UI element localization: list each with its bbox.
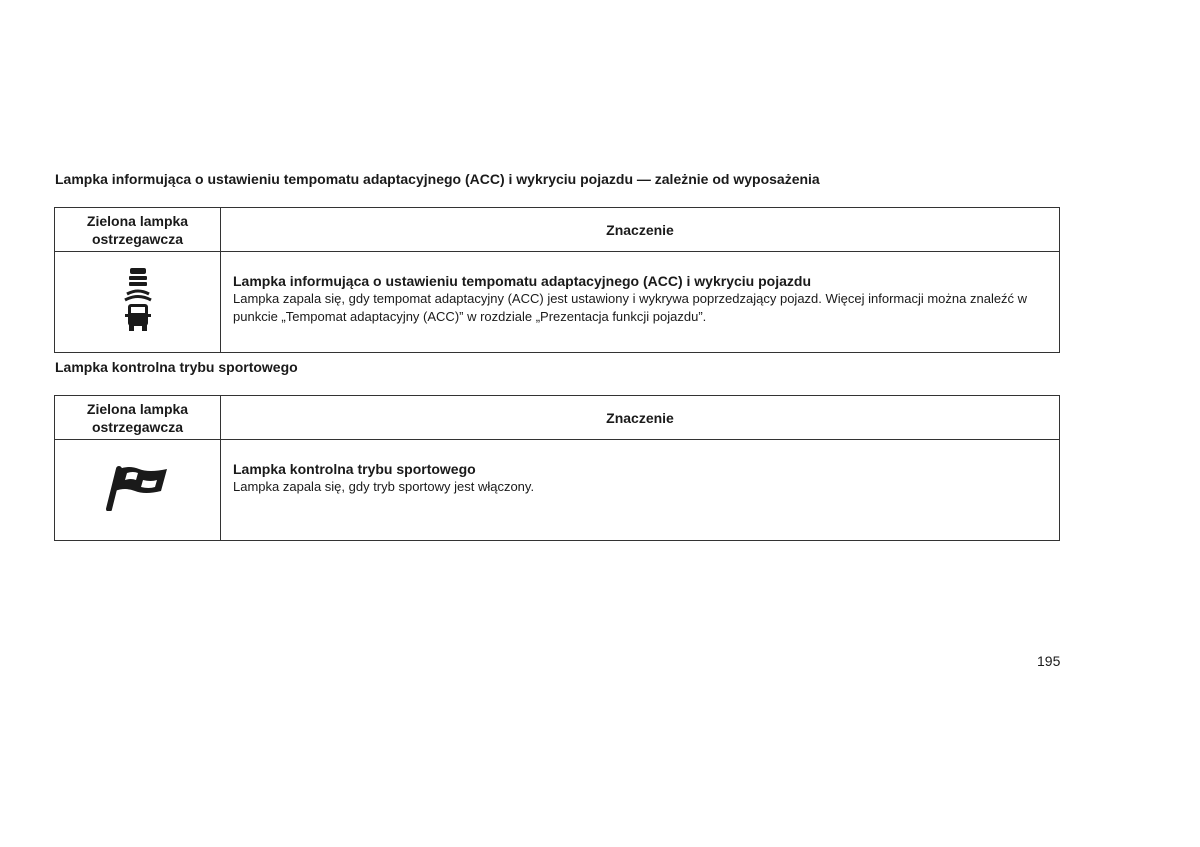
description-title: Lampka kontrolna trybu sportowego <box>233 461 476 477</box>
acc-vehicle-detected-icon <box>123 268 153 332</box>
table-header-row <box>55 208 1060 252</box>
page-number: 195 <box>1037 653 1061 669</box>
section-heading-acc: Lampka informująca o ustawieniu tempomatu adaptacyjnego (ACC) i wykryciu pojazdu — zależnie od wyposażenia <box>55 171 820 187</box>
description-cell <box>221 252 1060 353</box>
description-cell <box>221 440 1060 541</box>
column-header-lamp: Zielona lampka ostrzegawcza <box>55 396 221 440</box>
sport-flag-icon <box>105 465 171 511</box>
table-row <box>55 440 1060 541</box>
column-header-meaning: Znaczenie <box>221 208 1060 252</box>
table-row <box>55 252 1060 353</box>
icon-cell <box>55 440 221 541</box>
description-title: Lampka informująca o ustawieniu tempomatu adaptacyjnego (ACC) i wykryciu pojazdu <box>233 273 811 289</box>
description-text: Lampka zapala się, gdy tryb sportowy jest włączony. <box>233 479 535 494</box>
sport-indicator-table <box>54 395 1060 541</box>
section-heading-sport: Lampka kontrolna trybu sportowego <box>55 359 298 375</box>
column-header-lamp: Zielona lampka ostrzegawcza <box>55 208 221 252</box>
column-header-meaning: Znaczenie <box>221 396 1060 440</box>
description-text: Lampka zapala się, gdy tempomat adaptacyjny (ACC) jest ustawiony i wykrywa poprzedzający pojazd. Więcej informacji można znaleźć w punkcie „Tempomat adaptacyjny (ACC)” w rozdziale „Prezentacja funkcji pojazdu”. <box>233 291 1028 324</box>
acc-indicator-table <box>54 207 1060 353</box>
icon-cell <box>55 252 221 353</box>
table-header-row <box>55 396 1060 440</box>
